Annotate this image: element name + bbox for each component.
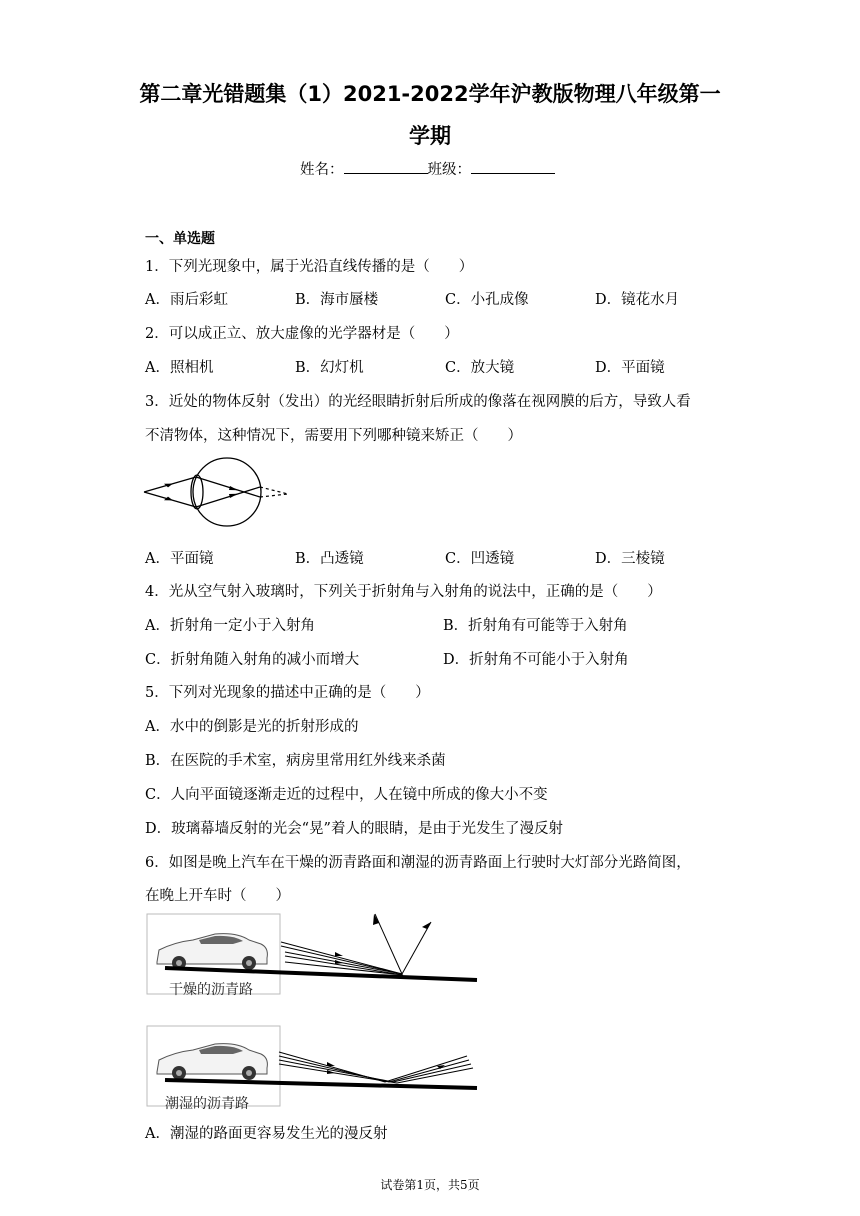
- q5-option-c: C．人向平面镜逐渐走近的过程中，人在镜中所成的像大小不变: [145, 787, 548, 803]
- q3-option-b: B．凸透镜: [295, 551, 364, 567]
- class-label: 班级：: [427, 162, 471, 178]
- question-1-stem: 1．下列光现象中，属于光沿直线传播的是（ ）: [145, 259, 474, 275]
- class-blank: [471, 161, 555, 174]
- q1-option-c: C．小孔成像: [445, 292, 529, 308]
- dry-road-label: 干燥的沥青路: [169, 982, 253, 998]
- q1-option-b: B．海市蜃楼: [295, 292, 379, 308]
- q4-option-a: A．折射角一定小于入射角: [145, 618, 315, 634]
- student-info: [300, 158, 555, 179]
- q2-option-d: D．平面镜: [595, 360, 665, 376]
- section-heading: 一、单选题: [145, 231, 215, 247]
- name-blank: [344, 161, 428, 174]
- q5-option-d: D．玻璃幕墙反射的光会“晃”着人的眼睛，是由于光发生了漫反射: [145, 821, 563, 837]
- incident-rays: [279, 1052, 397, 1083]
- q3-option-a: A．平面镜: [145, 551, 214, 567]
- question-3-stem-line2: 不清物体，这种情况下，需要用下列哪种镜来矫正（ ）: [145, 428, 522, 444]
- question-5-stem: 5．下列对光现象的描述中正确的是（ ）: [145, 685, 430, 701]
- question-2-stem: 2．可以成正立、放大虚像的光学器材是（ ）: [145, 326, 459, 342]
- q2-option-a: A．照相机: [145, 360, 214, 376]
- q5-option-b: B．在医院的手术室，病房里常用红外线来杀菌: [145, 753, 446, 769]
- wet-road-figure: [145, 1022, 485, 1114]
- incident-rays: [281, 942, 403, 975]
- name-label: 姓名：: [300, 162, 344, 178]
- q4-option-c: C．折射角随入射角的减小而增大: [145, 652, 360, 668]
- dry-road-figure: [145, 910, 485, 1000]
- question-6-stem-line2: 在晚上开车时（ ）: [145, 888, 290, 904]
- q5-option-a: A．水中的倒影是光的折射形成的: [145, 719, 359, 735]
- q3-option-d: D．三棱镜: [595, 551, 665, 567]
- q4-option-d: D．折射角不可能小于入射角: [443, 652, 629, 668]
- q1-option-a: A．雨后彩虹: [145, 292, 228, 308]
- q3-option-c: C．凹透镜: [445, 551, 515, 567]
- page-title-continued: 学期: [409, 124, 451, 148]
- q2-option-b: B．幻灯机: [295, 360, 364, 376]
- question-6-stem-line1: 6．如图是晚上汽车在干燥的沥青路面和潮湿的沥青路面上行驶时大灯部分光路简图，: [145, 855, 691, 871]
- q6-option-a: A．潮湿的路面更容易发生光的漫反射: [145, 1126, 388, 1142]
- q1-option-d: D．镜花水月: [595, 292, 680, 308]
- ray-arrows: [335, 914, 431, 964]
- q4-option-b: B．折射角有可能等于入射角: [443, 618, 628, 634]
- question-4-stem: 4．光从空气射入玻璃时，下列关于折射角与入射角的说法中，正确的是（ ）: [145, 584, 662, 600]
- diffuse-reflected-rays: [375, 914, 431, 974]
- question-3-stem-line1: 3．近处的物体反射（发出）的光经眼睛折射后所成的像落在视网膜的后方，导致人看: [145, 394, 691, 410]
- page-footer: 试卷第1页，共5页: [380, 1178, 480, 1192]
- eye-diagram: [140, 452, 300, 532]
- light-rays: [144, 477, 288, 507]
- specular-reflected-rays: [385, 1056, 473, 1083]
- page-title: 第二章光错题集（1）2021-2022学年沪教版物理八年级第一: [139, 82, 721, 106]
- q2-option-c: C．放大镜: [445, 360, 515, 376]
- wet-road-label: 潮湿的沥青路: [165, 1096, 249, 1112]
